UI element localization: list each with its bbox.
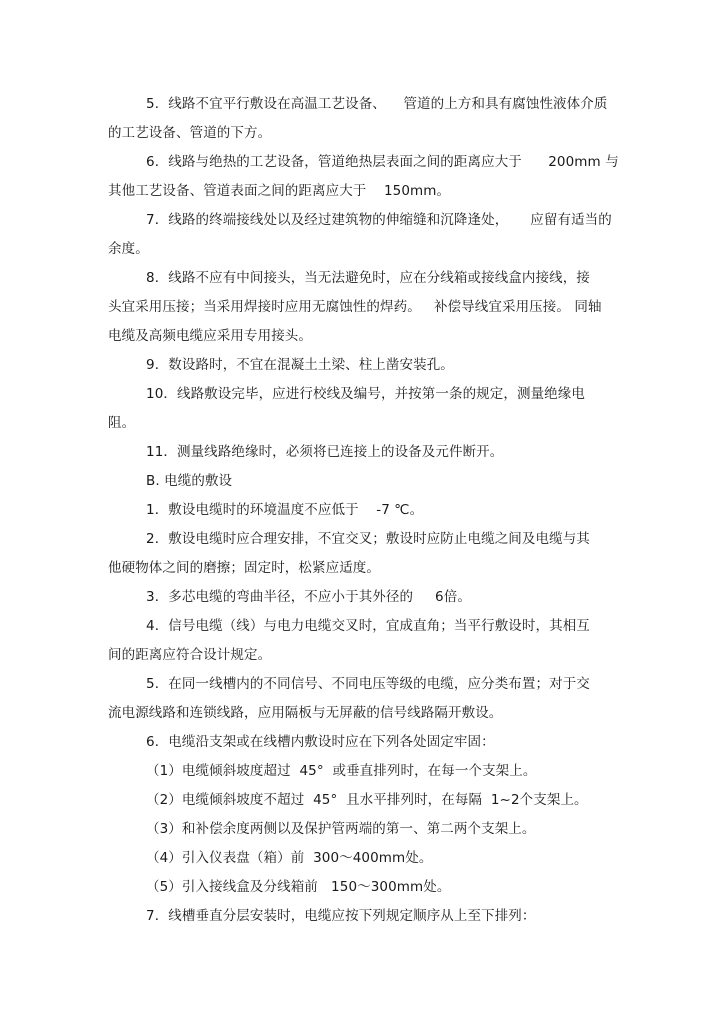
text-line-cable6-sub2: （2）电缆倾斜坡度不超过 45° 且水平排列时，在每隔 1~2个支架上。: [146, 792, 588, 808]
text-line-item11: 11．测量线路绝缘时，必须将已连接上的设备及元件断开。: [146, 444, 504, 460]
text-line-cable2: 2．敷设电缆时应合理安排，不宜交叉；敷设时应防止电缆之间及电缆与其: [146, 531, 590, 547]
text-line-cable6-sub3: （3）和补偿余度两侧以及保护管两端的第一、第二两个支架上。: [146, 821, 536, 837]
text-line-cable6-sub5: （5）引入接线盒及分线箱前 150～300mm处。: [146, 879, 451, 895]
text-line-cable5-cont: 流电源线路和连锁线路，应用隔板与无屏蔽的信号线路隔开敷设。: [108, 705, 503, 721]
text-line-item10: 10．线路敷设完毕，应进行校线及编号，并按第一条的规定，测量绝缘电: [146, 386, 585, 402]
section-heading-cable: B. 电缆的敷设: [146, 473, 233, 489]
text-line-item10-cont: 阻。: [108, 415, 136, 431]
text-line-item8-cont2: 电缆及高频电缆应采用专用接头。: [108, 328, 312, 344]
text-line-item6-cont: 其他工艺设备、管道表面之间的距离应大于 150mm。: [108, 183, 451, 199]
text-line-cable6-sub4: （4）引入仪表盘（箱）前 300～400mm处。: [146, 850, 433, 866]
text-line-cable6: 6．电缆沿支架或在线槽内敷设时应在下列各处固定牢固：: [146, 734, 495, 750]
text-line-item5-cont: 的工艺设备、管道的下方。: [108, 125, 272, 141]
text-line-cable1: 1．敷设电缆时的环境温度不应低于 -7 ℃。: [146, 502, 424, 518]
text-line-cable3: 3．多芯电缆的弯曲半径，不应小于其外径的 6倍。: [146, 589, 471, 605]
text-line-cable5: 5．在同一线槽内的不同信号、不同电压等级的电缆，应分类布置；对于交: [146, 676, 590, 692]
text-line-item5: 5．线路不宜平行敷设在高温工艺设备、 管道的上方和具有腐蚀性液体介质: [146, 96, 608, 112]
text-line-item8-cont1: 头宜采用压接；当采用焊接时应用无腐蚀性的焊药。 补偿导线宜采用压接。 同轴: [108, 299, 602, 315]
text-line-cable6-sub1: （1）电缆倾斜坡度超过 45° 或垂直排列时，在每一个支架上。: [146, 763, 537, 779]
text-line-cable4-cont: 间的距离应符合设计规定。: [108, 647, 272, 663]
text-line-item7-cont: 余度。: [108, 241, 149, 257]
text-line-cable7: 7．线槽垂直分层安装时，电缆应按下列规定顺序从上至下排列：: [146, 908, 536, 924]
text-line-item6: 6．线路与绝热的工艺设备，管道绝热层表面之间的距离应大于 200mm 与: [146, 154, 619, 170]
text-line-cable2-cont: 他硬物体之间的磨擦；固定时，松紧应适度。: [108, 560, 380, 576]
text-line-item8: 8．线路不应有中间接头，当无法避免时，应在分线箱或接线盒内接线，接: [146, 270, 590, 286]
text-line-cable4: 4．信号电缆（线）与电力电缆交叉时，宜成直角；当平行敷设时，其相互: [146, 618, 590, 634]
text-line-item9: 9．数设路时，不宜在混凝土土梁、柱上凿安装孔。: [146, 357, 454, 373]
text-line-item7: 7．线路的终端接线处以及经过建筑物的伸缩缝和沉降逢处， 应留有适当的: [146, 212, 612, 228]
